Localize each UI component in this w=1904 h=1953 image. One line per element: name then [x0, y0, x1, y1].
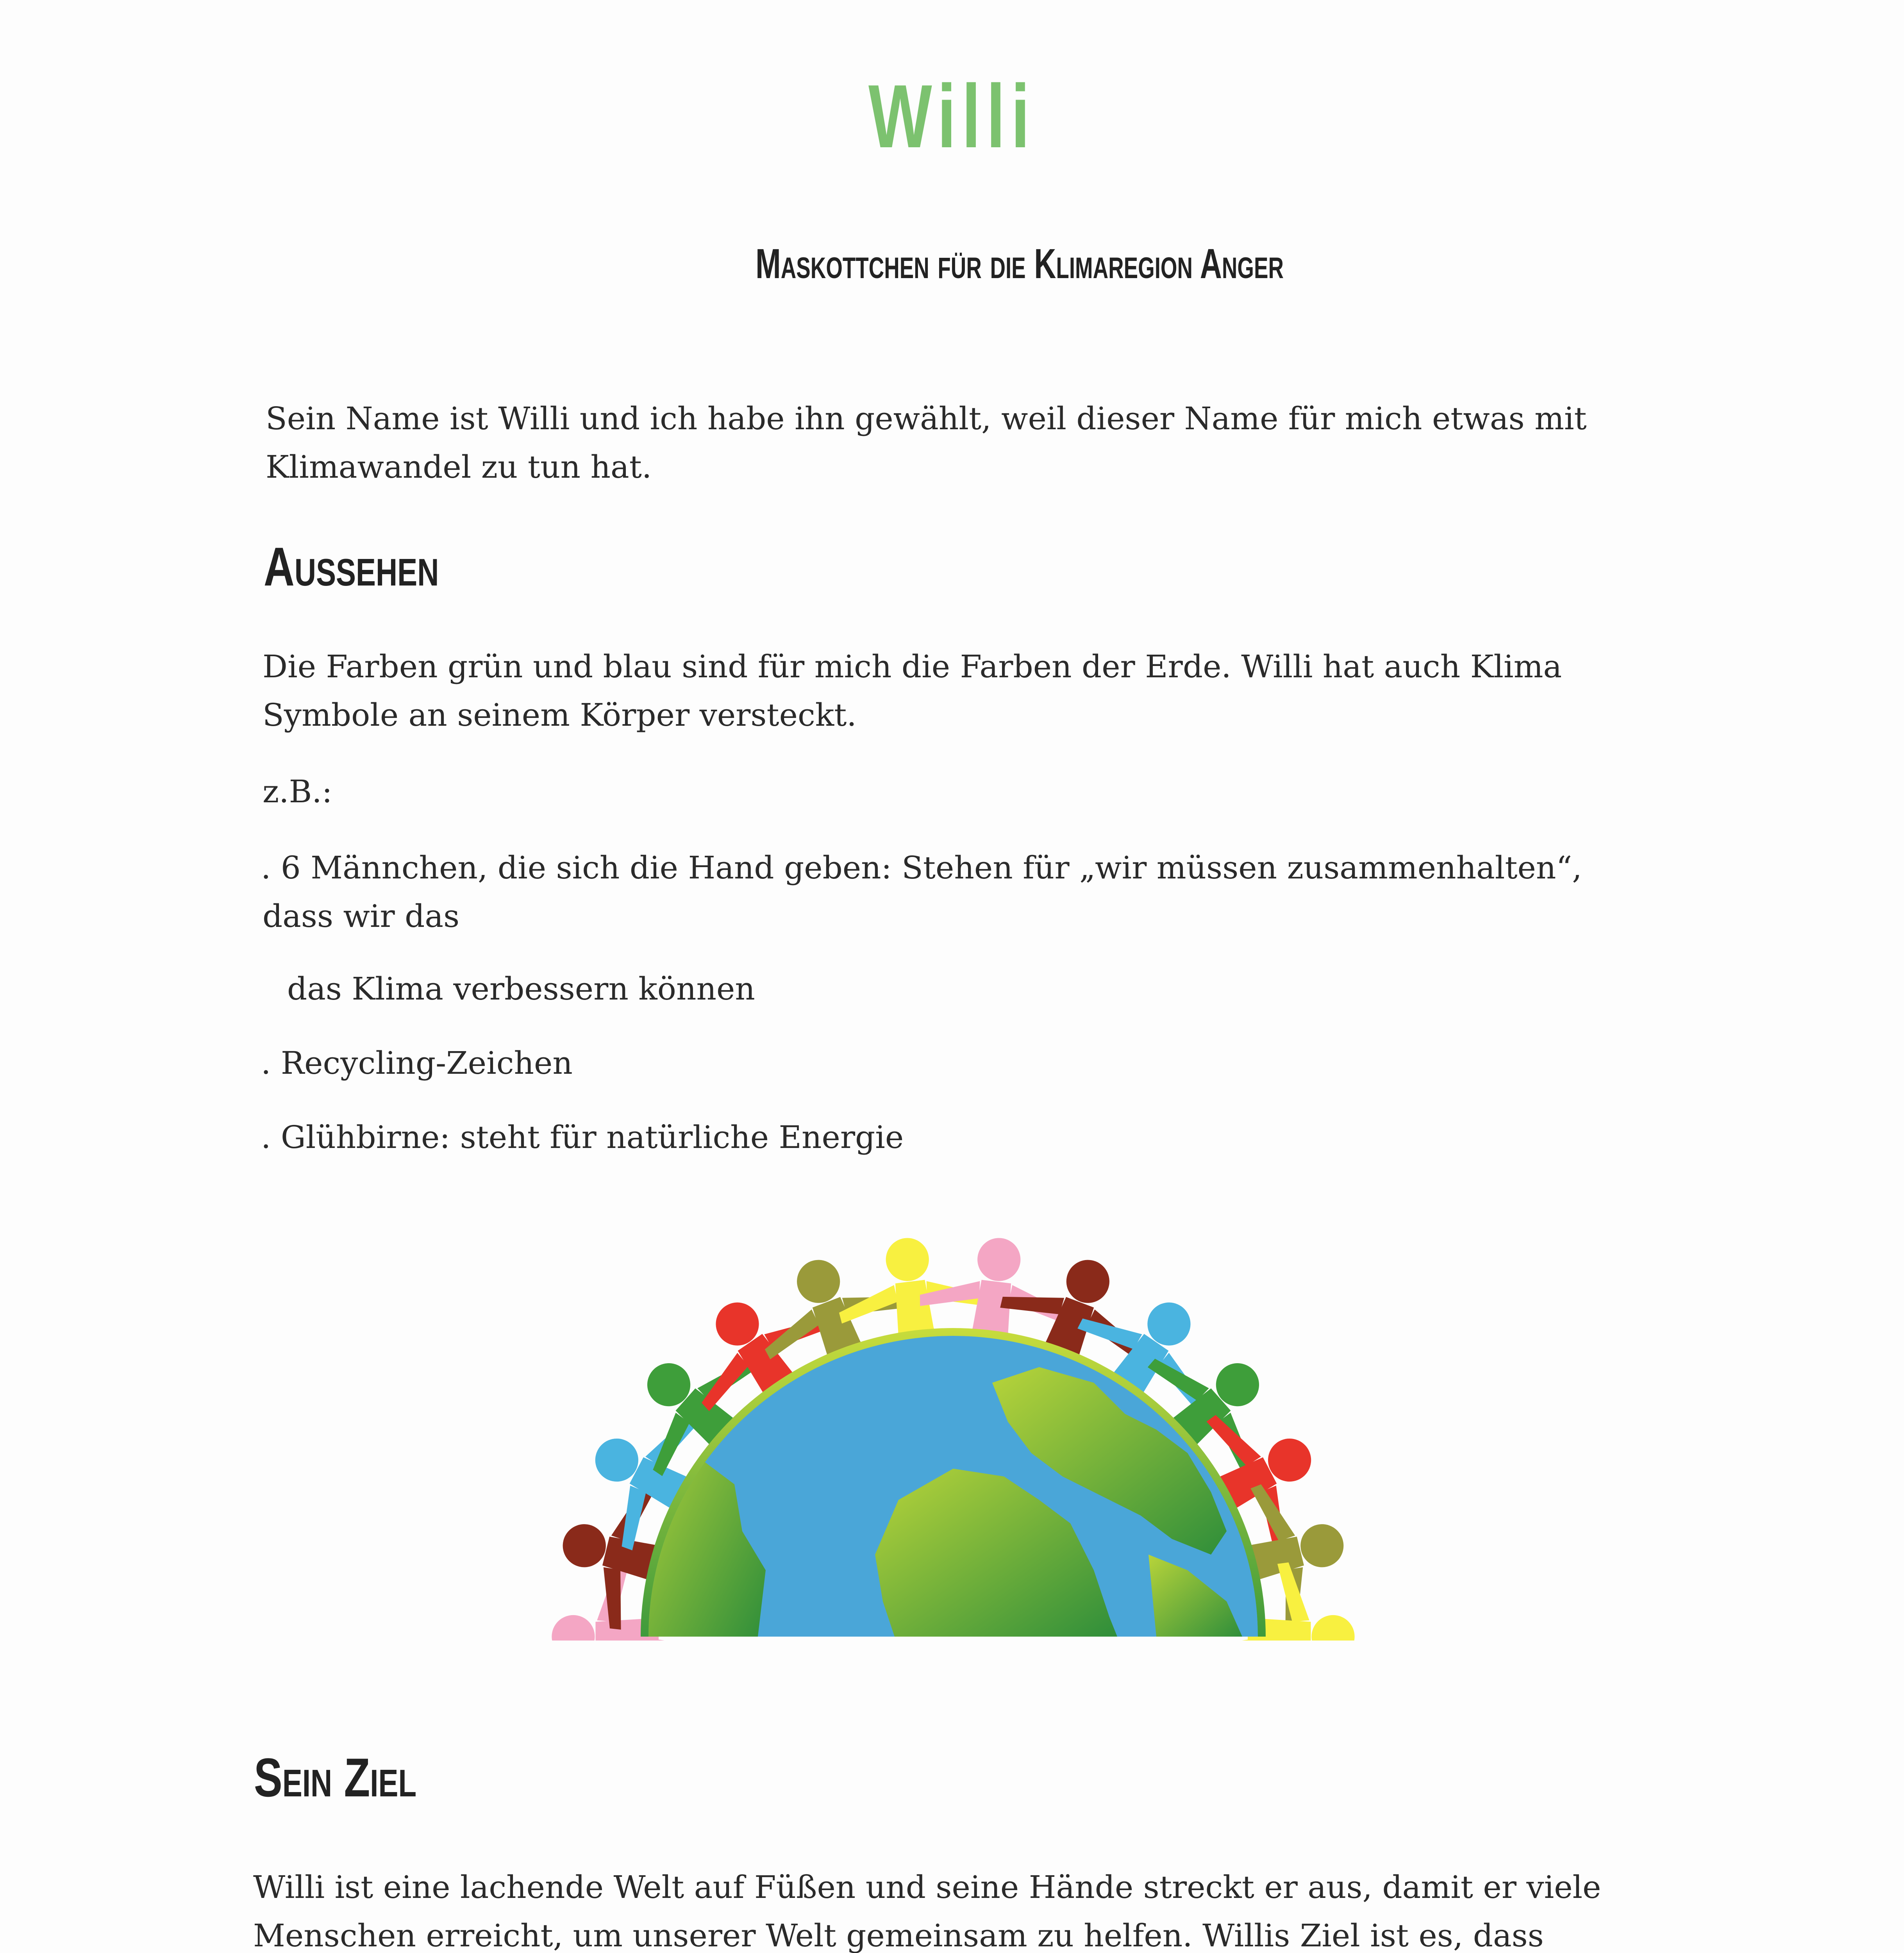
- list-item-3: . Glühbirne: steht für natürliche Energie: [261, 1119, 904, 1155]
- list-item-1-line1: . 6 Männchen, die sich die Hand geben: Stehen für „wir müssen zusammenhalten“,: [261, 850, 1582, 886]
- page-title: Willi: [868, 66, 1036, 166]
- goal-line-2: Menschen erreicht, um unserer Welt gemeinsam zu helfen. Willis Ziel ist es, dass: [253, 1917, 1544, 1953]
- example-label: z.B.:: [263, 773, 332, 810]
- appearance-paragraph: Die Farben grün und blau sind für mich die Farben der Erde. Willi hat auch Klima Symbole an seinem Körper versteckt.: [263, 648, 1562, 733]
- goal-line-1: Willi ist eine lachende Welt auf Füßen und seine Hände streckt er aus, damit er viele: [253, 1869, 1601, 1905]
- list-item-1-line2: dass wir das: [263, 898, 460, 934]
- heading-sein-ziel: Sein Ziel: [254, 1747, 417, 1808]
- globe-with-people-illustration: [484, 1180, 1422, 1641]
- list-item-1-line3: das Klima verbessern können: [287, 971, 755, 1007]
- intro-paragraph: Sein Name ist Willi und ich habe ihn gewählt, weil dieser Name für mich etwas mit Klimawandel zu tun hat.: [266, 400, 1587, 485]
- heading-aussehen: Aussehen: [264, 536, 439, 597]
- page-subtitle: Maskottchen für die Klimaregion Anger: [756, 240, 1284, 287]
- list-item-2: . Recycling-Zeichen: [261, 1045, 573, 1081]
